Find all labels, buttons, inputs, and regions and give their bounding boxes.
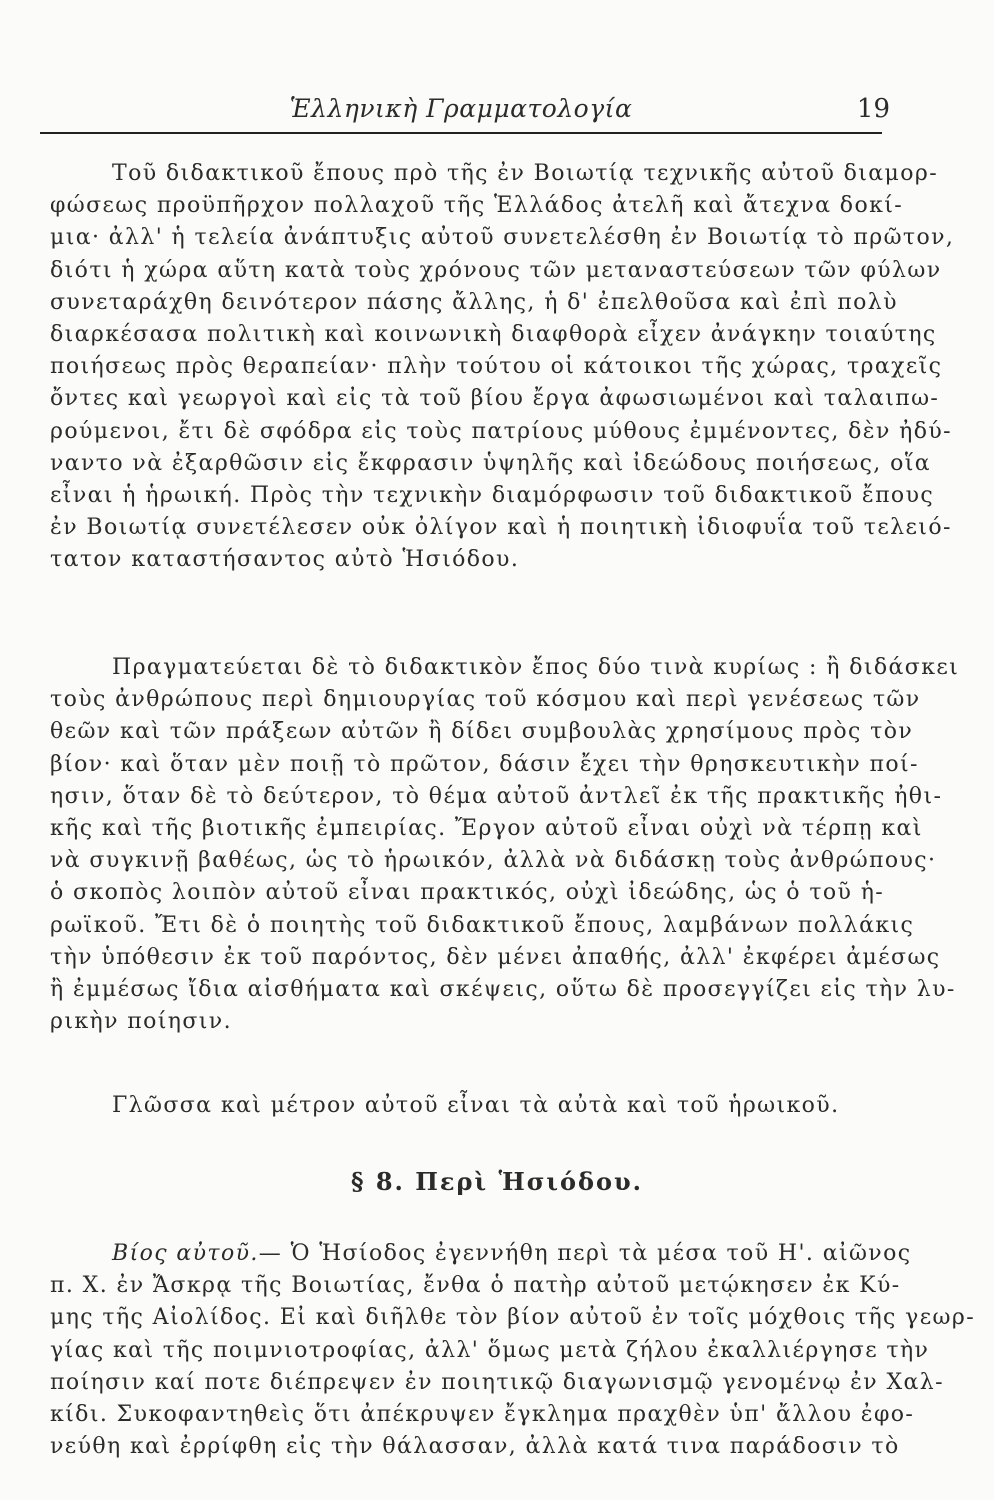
paragraph-4: [50, 1238, 976, 1463]
text-line: τοὺς ἀνθρώπους περὶ δημιουργίας τοῦ κόσμου καὶ περὶ γενέσεως τῶν: [50, 687, 921, 713]
text-line: ρικὴν ποίησιν.: [50, 1009, 232, 1035]
text-line: εἶναι ἡ ἡρωική. Πρὸς τὴν τεχνικὴν διαμόρφωσιν τοῦ διδακτικοῦ ἔπους: [50, 482, 935, 508]
text-line: συνεταράχθη δεινότερον πάσης ἄλλης, ἡ δ' ἐπελθοῦσα καὶ ἐπὶ πολὺ: [50, 289, 898, 315]
text-line: μια· ἀλλ' ἡ τελεία ἀνάπτυξις αὐτοῦ συνετελέσθη ἐν Βοιωτίᾳ τὸ πρῶτον,: [50, 225, 955, 251]
text-line: βίον· καὶ ὅταν μὲν ποιῇ τὸ πρῶτον, δάσιν ἔχει τὴν θρησκευτικὴν ποί-: [50, 751, 919, 777]
text-line: ὄντες καὶ γεωργοὶ καὶ εἰς τὰ τοῦ βίου ἔργα ἀφωσιωμένοι καὶ ταλαιπω-: [50, 386, 940, 412]
paragraph-1: [50, 158, 955, 576]
text-line: ρωϊκοῦ. Ἔτι δὲ ὁ ποιητὴς τοῦ διδακτικοῦ ἔπους, λαμβάνων πολλάκις: [50, 912, 915, 938]
text-line: ἐν Βοιωτίᾳ συνετέλεσεν οὐκ ὀλίγον καὶ ἡ ποιητικὴ ἰδιοφυΐα τοῦ τελειό-: [50, 515, 952, 541]
text-line: διότι ἡ χώρα αὕτη κατὰ τοὺς χρόνους τῶν μεταναστεύσεων τῶν φύλων: [50, 257, 942, 283]
text-line: κῆς καὶ τῆς βιοτικῆς ἐμπειρίας. Ἔργον αὐτοῦ εἶναι οὐχὶ νὰ τέρπῃ καὶ: [50, 815, 923, 841]
text-line: ἢ ἐμμέσως ἴδια αἰσθήματα καὶ σκέψεις, οὕτω δὲ προσεγγίζει εἰς τὴν λυ-: [50, 976, 956, 1002]
text-line: μης τῆς Αἰολίδος. Εἰ καὶ διῆλθε τὸν βίον αὐτοῦ ἐν τοῖς μόχθοις τῆς γεωρ-: [50, 1305, 976, 1331]
paragraph-lead: Βίος αὐτοῦ.: [112, 1241, 259, 1266]
paragraph-lead-rest: — Ὁ Ἡσίοδος ἐγεννήθη περὶ τὰ μέσα τοῦ Η'. αἰῶνος: [258, 1241, 912, 1266]
paragraph-3: [50, 1090, 862, 1122]
section-heading: § 8. Περὶ Ἡσιόδου.: [350, 1167, 644, 1196]
text-line: θεῶν καὶ τῶν πράξεων αὐτῶν ἢ δίδει συμβουλὰς χρησίμους πρὸς τὸν: [50, 719, 914, 745]
text-line: ποίησιν καί ποτε διέπρεψεν ἐν ποιητικῷ διαγωνισμῷ γενομένῳ ἐν Χαλ-: [50, 1369, 944, 1395]
text-line: τὴν ὑπόθεσιν ἐκ τοῦ παρόντος, δὲν μένει ἀπαθής, ἀλλ' ἐκφέρει ἀμέσως: [50, 944, 941, 970]
text-line: διαρκέσασα πολιτικὴ καὶ κοινωνικὴ διαφθορὰ εἶχεν ἀνάγκην τοιαύτης: [50, 321, 937, 347]
text-line: ησιν, ὅταν δὲ τὸ δεύτερον, τὸ θέμα αὐτοῦ ἀντλεῖ ἐκ τῆς πρακτικῆς ἠθι-: [50, 783, 943, 809]
running-title: Ἑλληνικὴ Γραμματολογία: [289, 94, 633, 123]
text-line: ναντο νὰ ἐξαρθῶσιν εἰς ἔκφρασιν ὑψηλῆς καὶ ἰδεώδους ποιήσεως, οἵα: [50, 450, 932, 476]
running-header: [40, 90, 890, 134]
text-line: Τοῦ διδακτικοῦ ἔπους πρὸ τῆς ἐν Βοιωτίᾳ τεχνικῆς αὐτοῦ διαμορ-: [112, 161, 939, 186]
text-line: [50, 1238, 912, 1270]
text-line: Γλῶσσα καὶ μέτρον αὐτοῦ εἶναι τὰ αὐτὰ καὶ τοῦ ἡρωικοῦ.: [112, 1093, 840, 1118]
text-line: τατον καταστήσαντος αὐτὸ Ἡσιόδου.: [50, 547, 520, 573]
text-line: γίας καὶ τῆς ποιμνιοτροφίας, ἀλλ' ὅμως μετὰ ζήλου ἐκαλλιέργησε τὴν: [50, 1337, 930, 1363]
text-line: φώσεως προϋπῆρχον πολλαχοῦ τῆς Ἑλλάδος ἀτελῆ καὶ ἄτεχνα δοκί-: [50, 193, 904, 219]
text-line: ρούμενοι, ἔτι δὲ σφόδρα εἰς τοὺς πατρίους μύθους ἐμμένοντες, δὲν ἠδύ-: [50, 418, 953, 444]
text-line: ὁ σκοπὸς λοιπὸν αὐτοῦ εἶναι πρακτικός, οὐχὶ ἰδεώδης, ὡς ὁ τοῦ ἡ-: [50, 880, 885, 906]
text-line: ποιήσεως πρὸς θεραπείαν· πλὴν τούτου οἱ κάτοικοι τῆς χώρας, τραχεῖς: [50, 354, 943, 380]
text-line: νεύθη καὶ ἐρρίφθη εἰς τὴν θάλασσαν, ἀλλὰ κατά τινα παράδοσιν τὸ: [50, 1434, 900, 1460]
paragraph-2: [50, 652, 960, 1038]
text-line: Πραγματεύεται δὲ τὸ διδακτικὸν ἔπος δύο τινὰ κυρίως : ἢ διδάσκει: [112, 655, 960, 680]
text-line: νὰ συγκινῇ βαθέως, ὡς τὸ ἡρωικόν, ἀλλὰ νὰ διδάσκῃ τοὺς ἀνθρώπους·: [50, 848, 937, 874]
page-number: 19: [856, 94, 890, 124]
text-line: κίδι. Συκοφαντηθεὶς ὅτι ἀπέκρυψεν ἔγκλημα πραχθὲν ὑπ' ἄλλου ἐφο-: [50, 1401, 915, 1427]
text-line: π. Χ. ἐν Ἄσκρᾳ τῆς Βοιωτίας, ἔνθα ὁ πατὴρ αὐτοῦ μετῴκησεν ἐκ Κύ-: [50, 1273, 901, 1299]
